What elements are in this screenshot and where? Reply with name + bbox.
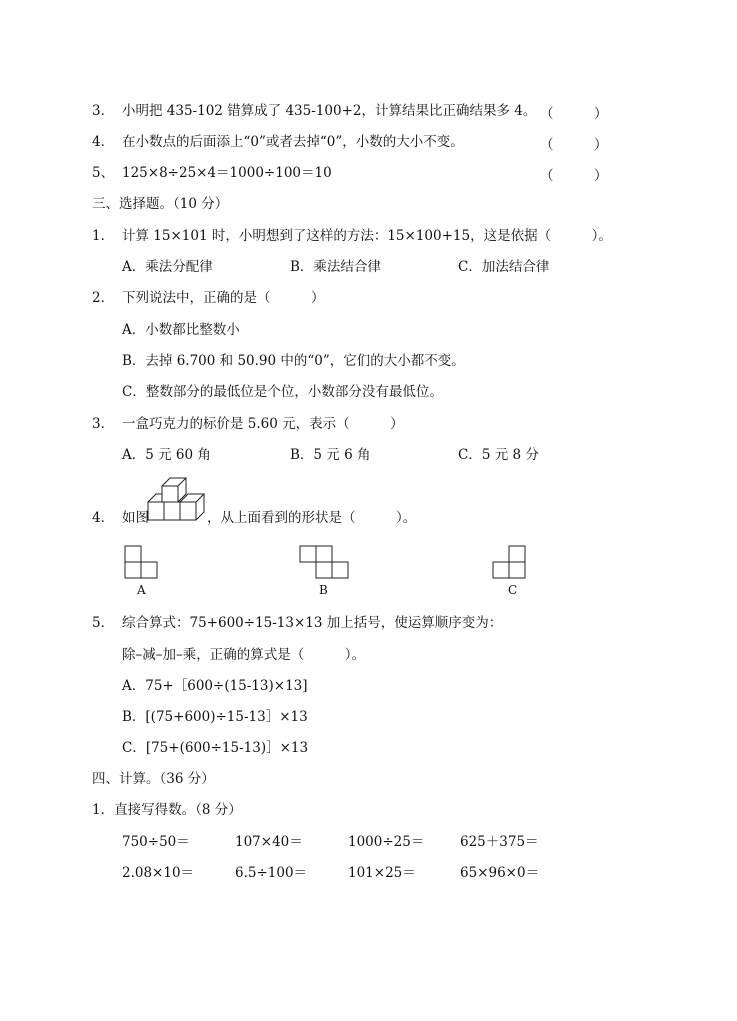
calc-item[interactable]: 65×96×0＝ [460,865,540,881]
question-text: 一盒巧克力的标价是 5.60 元，表示（ ） [122,416,404,432]
option-c[interactable]: C．[75+(600÷15-13)］×13 [122,740,309,756]
calc-item[interactable]: 2.08×10＝ [122,865,195,881]
question-suffix: ，从上面看到的形状是（ ）。 [207,510,417,526]
shape-label-c: C [508,583,518,597]
option-c[interactable]: C．加法结合律 [458,259,550,275]
question-text: 综合算式：75+600÷15-13×13 加上括号，使运算顺序变为： [122,615,503,631]
calc-item[interactable]: 750÷50＝ [122,834,190,850]
calc-item[interactable]: 625＋375＝ [460,834,539,850]
option-b[interactable]: B．[(75+600)÷15-13］×13 [122,709,308,725]
option-a[interactable]: A．乘法分配律 [122,259,213,275]
question-5-line2: 除–减–加–乘，正确的算式是（ ）。 [122,647,365,663]
shape-c[interactable] [493,546,527,580]
item-number: 4． [92,510,115,526]
cube-stack-figure [148,476,210,526]
question-text: 计算 15×101 时，小明想到了这样的方法：15×100+15，这是依据（ ）。 [122,228,612,244]
calc-item[interactable]: 1000÷25＝ [348,834,425,850]
option-b[interactable]: B．乘法结合律 [290,259,381,275]
option-a[interactable]: A．5 元 60 角 [122,447,211,463]
calc-item[interactable]: 107×40＝ [235,834,303,850]
option-c[interactable]: C．5 元 8 分 [458,447,539,463]
calc-item[interactable]: 6.5÷100＝ [235,865,308,881]
question-text: 下列说法中，正确的是（ ） [122,290,325,306]
shape-label-b: B [319,583,328,597]
item-number: 3． [92,416,115,432]
subsection-title: 1．直接写得数。（8 分） [92,802,242,818]
question-prefix: 如图 [122,510,149,526]
section-title-choice: 三、选择题。（10 分） [92,196,229,212]
item-text: 在小数点的后面添上“0”或者去掉“0”，小数的大小不变。 [122,134,464,150]
shape-b[interactable] [300,546,350,580]
shape-label-a: A [137,583,146,597]
item-number: 3． [92,103,115,119]
item-number: 5、 [92,165,115,181]
option-c[interactable]: C．整数部分的最低位是个位，小数部分没有最低位。 [122,384,443,400]
item-text: 125×8÷25×4＝1000÷100＝10 [122,165,332,181]
answer-paren[interactable]: （ ） [540,106,608,122]
answer-paren[interactable]: （ ） [540,137,608,153]
option-b[interactable]: B．5 元 6 角 [290,447,371,463]
shape-a[interactable] [125,546,159,580]
option-a[interactable]: A．75+［600÷(15-13)×13] [122,678,308,694]
item-number: 4． [92,134,115,150]
option-b[interactable]: B．去掉 6.700 和 50.90 中的“0”，它们的大小都不变。 [122,353,465,369]
item-text: 小明把 435-102 错算成了 435-100+2，计算结果比正确结果多 4。 [122,103,537,119]
calc-item[interactable]: 101×25＝ [348,865,416,881]
item-number: 5． [92,615,115,631]
item-number: 1． [92,228,115,244]
option-a[interactable]: A．小数都比整数小 [122,322,240,338]
answer-paren[interactable]: （ ） [540,168,608,184]
item-number: 2． [92,290,115,306]
section-title-calc: 四、计算。（36 分） [92,771,215,787]
